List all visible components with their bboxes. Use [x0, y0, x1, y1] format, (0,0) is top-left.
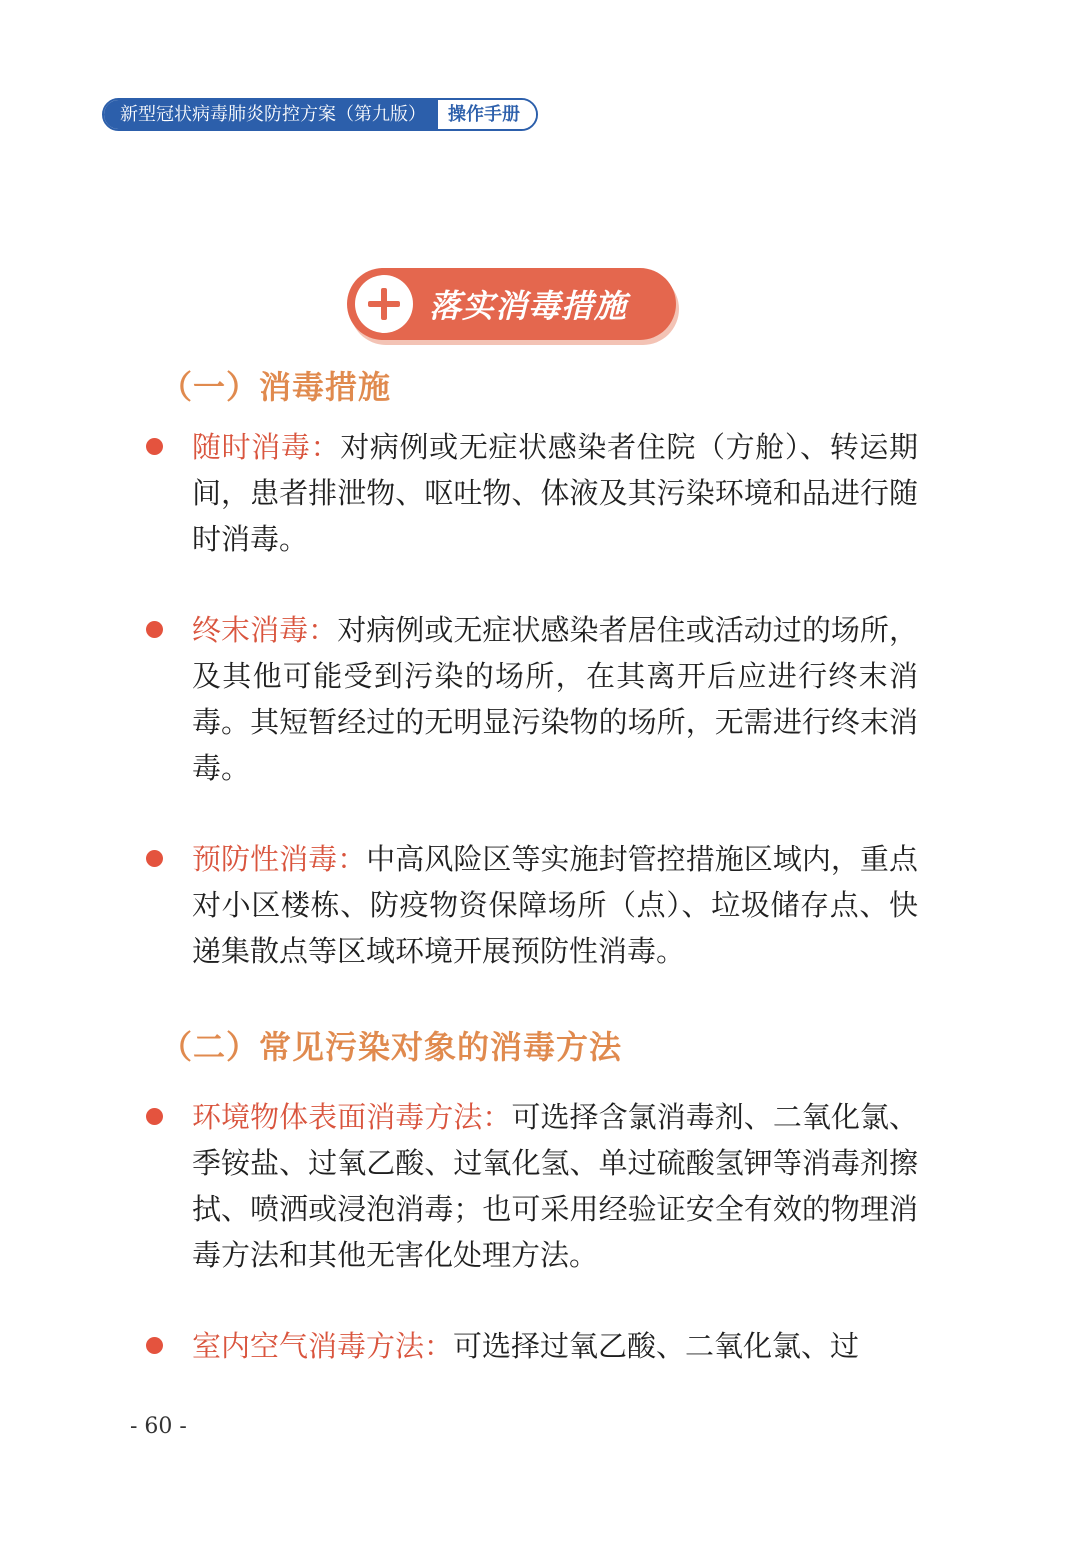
item-text: 中高风险区等实施封管控措施区域内，重点对小区楼栋、防疫物资保障场所（点）、垃圾储存点、快递集散点等区域环境开展预防性消毒。 — [192, 842, 918, 968]
item-term: 环境物体表面消毒方法： — [192, 1100, 512, 1134]
item-term: 预防性消毒： — [192, 842, 367, 876]
list-item — [192, 1323, 918, 1369]
section-banner — [347, 268, 676, 340]
list-item — [192, 607, 918, 791]
section-heading-2: （二）常见污染对象的消毒方法 — [160, 1028, 623, 1066]
list-item — [192, 424, 918, 562]
item-text: 对病例或无症状感染者居住或活动过的场所，及其他可能受到污染的场所，在其离开后应进行终末消毒。其短暂经过的无明显污染物的场所，无需进行终末消毒。 — [192, 613, 918, 785]
header-banner — [102, 98, 538, 131]
bullet-icon — [146, 621, 163, 638]
item-term: 终末消毒： — [192, 613, 338, 647]
plus-icon — [355, 275, 413, 333]
item-text: 可选择含氯消毒剂、二氧化氯、季铵盐、过氧乙酸、过氧化氢、单过硫酸氢钾等消毒剂擦拭、喷洒或浸泡消毒；也可采用经验证安全有效的物理消毒方法和其他无害化处理方法。 — [192, 1100, 918, 1272]
item-text: 可选择过氧乙酸、二氧化氯、过 — [453, 1329, 860, 1363]
list-item — [192, 836, 918, 974]
bullet-icon — [146, 850, 163, 867]
section-heading-1: （一）消毒措施 — [160, 368, 392, 406]
item-term: 随时消毒： — [192, 430, 341, 464]
item-text: 对病例或无症状感染者住院（方舱）、转运期间，患者排泄物、呕吐物、体液及其污染环境和品进行随时消毒。 — [192, 430, 918, 556]
bullet-icon — [146, 1108, 163, 1125]
bullet-icon — [146, 438, 163, 455]
list-item — [192, 1094, 918, 1278]
header-subtitle: 操作手册 — [438, 100, 536, 129]
item-term: 室内空气消毒方法： — [192, 1329, 454, 1363]
header-title: 新型冠状病毒肺炎防控方案（第九版） — [104, 100, 438, 129]
banner-title: 落实消毒措施 — [429, 287, 628, 325]
bullet-icon — [146, 1337, 163, 1354]
page-number: - 60 - — [130, 1414, 187, 1439]
